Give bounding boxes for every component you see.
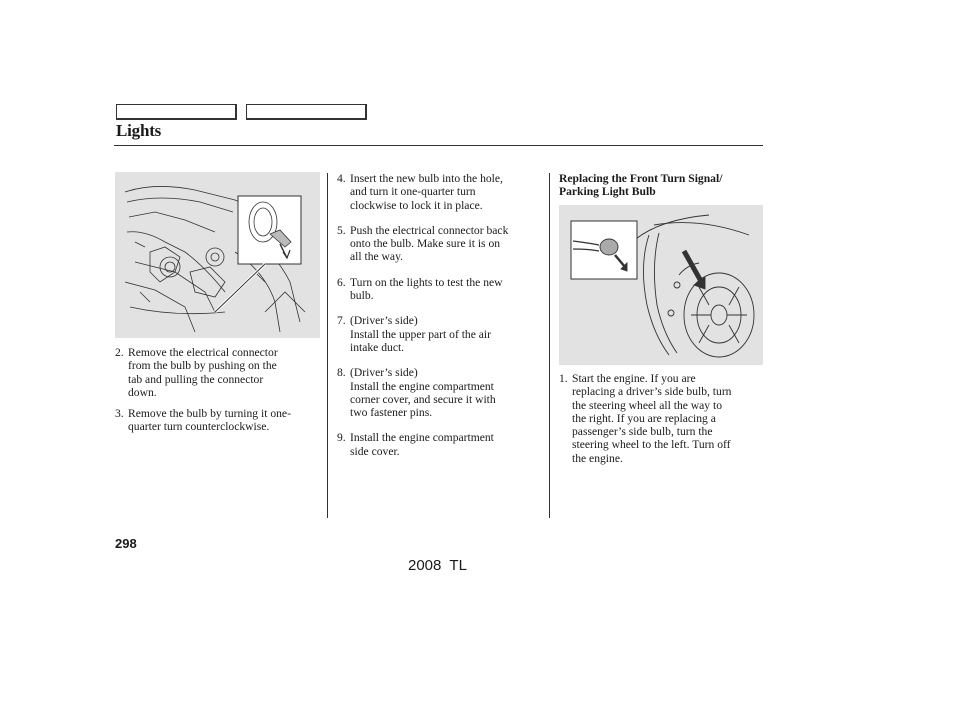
list-item — [115, 346, 321, 399]
list-item — [337, 431, 542, 458]
step-text: Start the engine. If you are replacing a driver’s side bulb, turn the steering wheel all the way to the right. If you are replacing a passenger’s side bulb, turn the steering wheel to the left. Turn off the engine. — [572, 372, 732, 465]
list-item — [337, 366, 542, 419]
step-number: 8. — [337, 366, 346, 380]
step-text: Install the engine compartment side cover. — [350, 431, 494, 458]
page-number: 298 — [115, 536, 137, 551]
turn-signal-access-illustration — [559, 205, 763, 365]
column-1-steps — [115, 346, 321, 434]
step-number: 1. — [559, 372, 568, 385]
step-text: Insert the new bulb into the hole, and turn it one-quarter turn clockwise to lock it in place. — [350, 172, 503, 212]
headlight-connector-illustration — [115, 172, 320, 338]
list-item — [115, 407, 321, 434]
list-item — [337, 276, 542, 303]
step-text: Remove the electrical connector from the bulb by pushing on the tab and pulling the connector down. — [128, 346, 278, 399]
step-text: (Driver’s side) Install the upper part of the air intake duct. — [350, 314, 492, 354]
step-number: 2. — [115, 346, 124, 359]
title-rule — [114, 145, 763, 146]
section-tab-2[interactable] — [246, 104, 367, 120]
step-text: (Driver’s side) Install the engine compartment corner cover, and secure it with two fastener pins. — [350, 366, 496, 420]
column-3-steps — [559, 372, 763, 465]
column-divider-2 — [549, 173, 550, 518]
step-number: 5. — [337, 223, 346, 237]
column-divider-1 — [327, 173, 328, 518]
step-number: 6. — [337, 275, 346, 289]
step-text: Remove the bulb by turning it one- quarter turn counterclockwise. — [128, 407, 291, 434]
list-item — [337, 314, 542, 354]
step-text: Push the electrical connector back onto the bulb. Make sure it is on all the way. — [350, 223, 509, 264]
footer-model: 2008 TL — [408, 557, 467, 574]
section-subheading: Replacing the Front Turn Signal/ Parking Light Bulb — [559, 172, 723, 199]
step-number: 4. — [337, 172, 346, 185]
list-item — [559, 372, 763, 465]
page-title: Lights — [116, 121, 162, 140]
column-2-steps — [337, 172, 542, 458]
list-item — [337, 172, 542, 212]
section-tab-1[interactable] — [116, 104, 237, 120]
step-number: 7. — [337, 314, 346, 328]
step-number: 3. — [115, 407, 124, 421]
step-text: Turn on the lights to test the new bulb. — [350, 275, 503, 303]
list-item — [337, 224, 542, 264]
step-number: 9. — [337, 431, 346, 445]
